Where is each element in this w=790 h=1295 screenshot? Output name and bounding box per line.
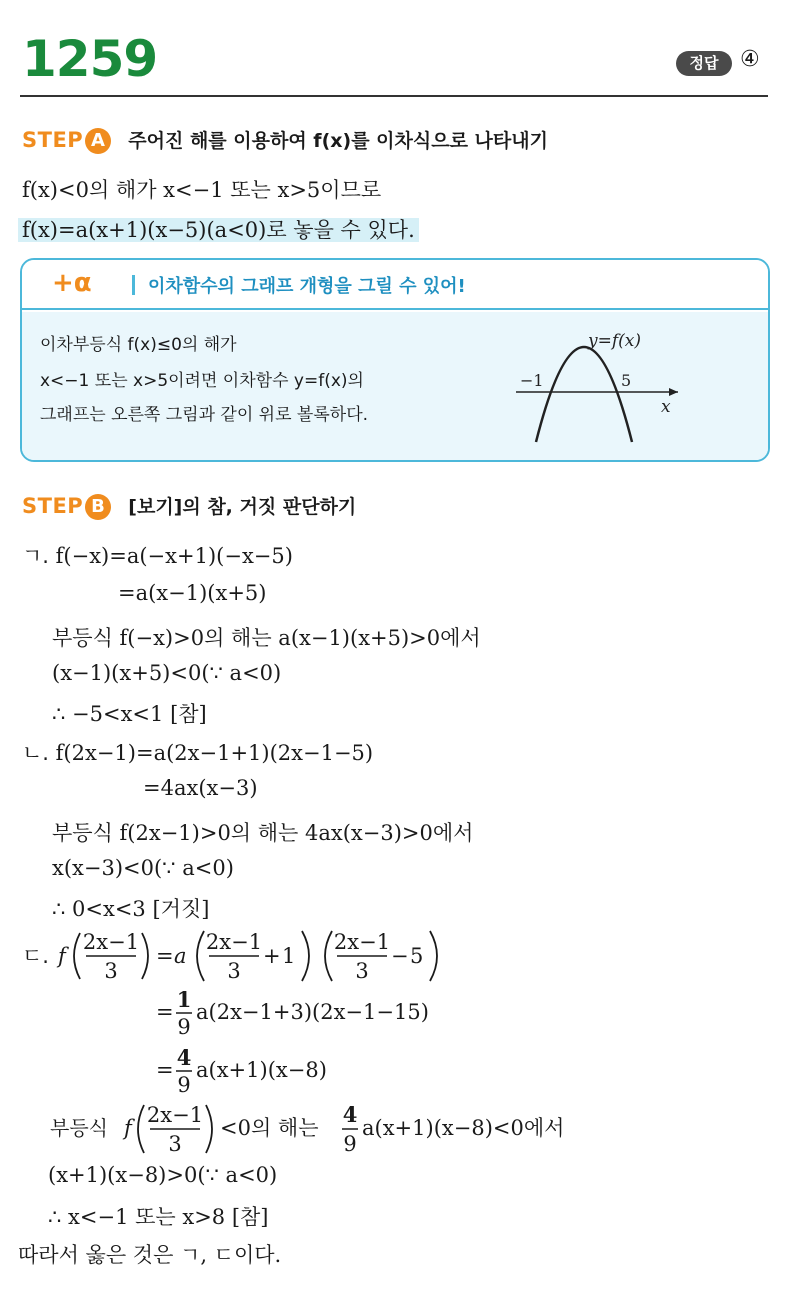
l4-frac-den: 3 [168,1132,182,1156]
axis-label: x [661,397,671,417]
big-paren-left-2 [325,931,332,981]
eq-sign-2: = [156,1058,174,1082]
item-g-line-5: ∴ −5<x<1 [참] [52,702,207,726]
root-left-label: −1 [520,371,544,390]
problem-number: 1259 [22,30,158,88]
big-paren-right-2 [430,931,437,981]
paren-right [142,933,148,979]
alpha-tip-title: 이차함수의 그래프 개형을 그릴 수 있어! [148,276,466,297]
item-d-frac-num-2: 2x−1 [205,930,263,954]
item-g-marker: ㄱ. [22,544,49,568]
item-d-five: 5 [410,944,424,968]
answer-value: ④ [740,47,760,72]
big-paren-right-1 [302,931,309,981]
item-d-one: 1 [282,944,296,968]
step-a-label: STEP [22,128,84,152]
item-d-frac-num: 2x−1 [82,930,140,954]
parabola-curve [536,347,632,442]
item-n-expr-1: f(2x−1)=a(2x−1+1)(2x−1−5) [55,741,374,765]
item-g-line-3: 부등식 f(−x)>0의 해는 a(x−1)(x+5)>0에서 [52,626,481,650]
item-g-line-2: =a(x−1)(x+5) [118,581,267,605]
item-d-minus: − [391,944,409,968]
item-d-line-1 [18,925,478,987]
item-d-f: f [58,944,66,968]
root-right-label: 5 [621,371,632,390]
item-n-line-1 [22,737,373,767]
item-n-marker: ㄴ. [22,741,49,765]
item-n-line-5: ∴ 0<x<3 [거짓] [52,897,210,921]
l4-coef-den: 9 [343,1132,357,1156]
item-g-line-1 [22,540,293,570]
item-d-plus: + [263,944,281,968]
l4-mid: <0의 해는 [220,1116,319,1140]
curve-label: y=f(x) [588,331,641,351]
l4-prefix: 부등식 [50,1116,108,1140]
item-d-line-4 [50,1099,620,1159]
step-a-letter: A [85,128,111,154]
alpha-text-line-1: 이차부등식 f(x)≤0의 해가 [40,335,237,355]
step-b-title: [보기]의 참, 거짓 판단하기 [128,496,357,518]
paren-left [74,933,80,979]
header-divider [20,95,768,97]
parabola-graph [508,320,688,450]
item-n-line-4: x(x−3)<0(∵ a<0) [52,856,234,880]
alpha-text-line-3: 그래프는 오른쪽 그림과 같이 위로 볼록하다. [40,405,369,425]
item-d-frac-num-3: 2x−1 [333,930,391,954]
step-b-letter: B [85,494,111,520]
l4-frac-num: 2x−1 [146,1103,204,1127]
item-d-frac-den: 3 [104,959,118,983]
step-b-heading [22,492,356,520]
item-d-line-6: ∴ x<−1 또는 x>8 [참] [48,1205,269,1229]
item-d-eq: = [156,944,174,968]
x-axis-arrow [669,388,678,396]
big-paren-left-1 [197,931,204,981]
step-b-label: STEP [22,494,84,518]
item-n-line-3: 부등식 f(2x−1)>0의 해는 4ax(x−3)>0에서 [52,821,474,845]
step-a-heading [22,126,548,154]
item-d-a: a [174,944,187,968]
alpha-title-bar [132,275,135,295]
l4-rest: a(x+1)(x−8)<0에서 [362,1116,565,1140]
item-d-frac-den-3: 3 [355,959,369,983]
answer-badge: 정답 [676,51,732,76]
l4-paren-right [206,1105,212,1153]
item-d-frac-den-2: 3 [227,959,241,983]
alpha-text-line-2: x<−1 또는 x>5이려면 이차함수 y=f(x)의 [40,371,364,391]
item-d-line-3 [150,1043,390,1099]
eq-sign: = [156,1000,174,1024]
l2-rest: a(2x−1+3)(2x−1−15) [196,1000,429,1024]
l2-frac-num: 1 [176,987,192,1012]
conclusion: 따라서 옳은 것은 ㄱ, ㄷ이다. [18,1243,282,1267]
item-d-line-5: (x+1)(x−8)>0(∵ a<0) [48,1163,278,1187]
step-a-title: 주어진 해를 이용하여 f(x)를 이차식으로 나타내기 [128,130,548,152]
step-a-line-2-text: f(x)=a(x+1)(x−5)(a<0)로 놓을 수 있다. [18,218,419,242]
item-g-expr-1: f(−x)=a(−x+1)(−x−5) [55,544,293,568]
l4-f: f [124,1116,132,1140]
plus-alpha-icon: +α [52,268,92,298]
l3-frac-den: 9 [177,1073,191,1097]
item-g-line-4: (x−1)(x+5)<0(∵ a<0) [52,661,282,685]
l4-coef-num: 4 [342,1102,358,1127]
l3-rest: a(x+1)(x−8) [196,1058,327,1082]
l2-frac-den: 9 [177,1015,191,1039]
l4-paren-left [138,1105,144,1153]
item-d-line-2 [150,985,470,1041]
item-d-marker: ㄷ. [22,944,49,968]
step-a-line-2 [18,214,419,244]
l3-frac-num: 4 [176,1045,192,1070]
step-a-line-1: f(x)<0의 해가 x<−1 또는 x>5이므로 [22,178,382,202]
item-n-line-2: =4ax(x−3) [143,776,258,800]
